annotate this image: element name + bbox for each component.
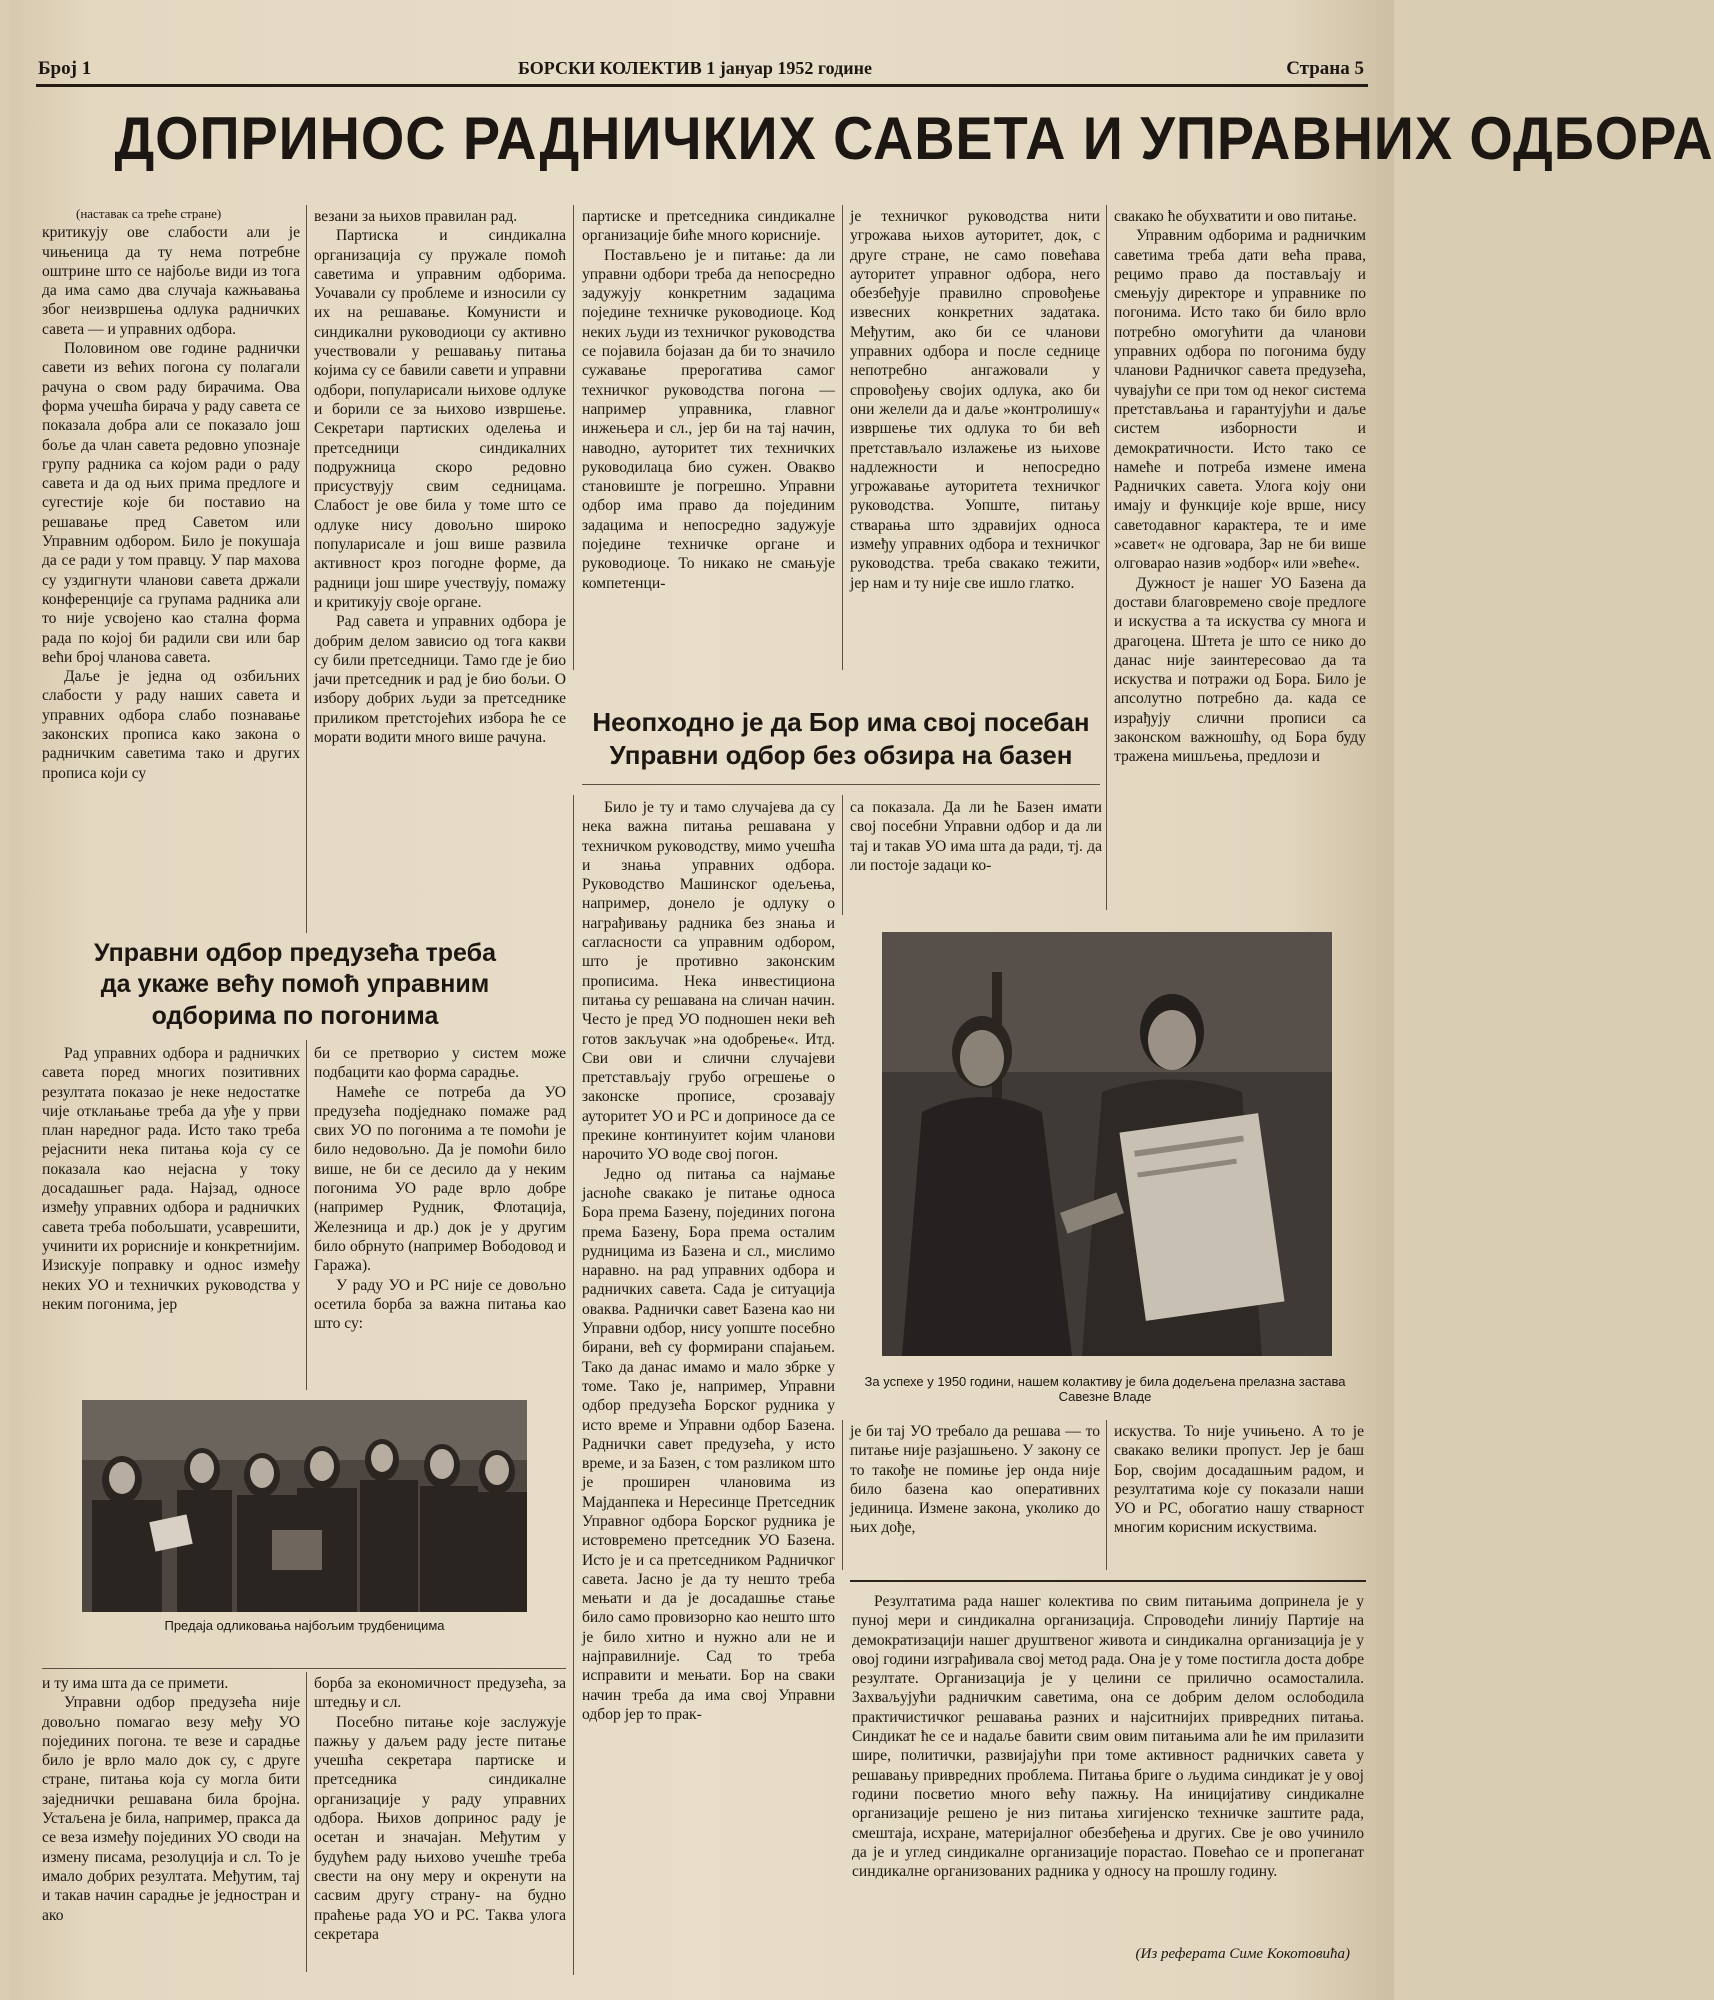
- paragraph: Половином ове године раднички савети из већих погона су полагали рачуна о свом раду бирачима. Ова форма учешћа бирача у раду савета се показала добра али се показало још боље да члан савета редовно упознаје групу радника са којом ради о раду савета и да од њих прима предлоге и сугестије које би поставио на решавање пред Саветом или Управним одбором. Било је покушаја да се ради у том правцу. У пар махова су уздигнути чланови савета држали конференције са групама радника али то није усвојено као стална форма рада по којој би радили сви или бар већи број чланова савета.: [42, 340, 300, 666]
- paragraph: Било је ту и тамо случајева да су нека важна питања решавана у техничком руководству, мимо учешћа и знања управних одбора. Руководство Машинског одељења, например, донело је одлуку о награђивању радника без знања и сагласности са управним одбором, што је противно законским прописима. Нека инвестициона питања су решавана на сличан начин. Често је пред УО подношен неки већ готов закључак »на одобрење«. Итд. Сви ови и слични случајеви претстављају грубо огрешење о законске прописе, срозавају ауторитет УО и РС и доприносе да се прекине континуитет којим чланови нарочито УО воде свој погон.: [582, 799, 835, 1164]
- paragraph: Рад управних одбора и радничких савета поред многих позитивних резултата показао је неке недостатке чије отклањање треба да уђе у први план наредног рада. Исто тако треба рејаснити нека питања која су се показала као нејасна у току досадашњег рада. Најзад, односе између управних одбора и радничких савета треба побољшати, усаврешити, учинити их рорисније и конкретнијим. Изискује поправку и однос између неких УО и техничких руководства у неким погонима, јер: [42, 1045, 300, 1313]
- paragraph: Дужност је нашег УО Базена да достави благовремено своје предлоге и искуства а та искуства су многа и драгоцена. Штета је што се нико до данас није заинтересовао да та искуства и потражи од Бора. Било је апсолутно потребно да. када се израђују слични прописи са законском важношћу, од Бора буду тражена мишљења, предлози и: [1114, 574, 1366, 766]
- section1-column-1: [42, 1044, 300, 1388]
- paragraph: критикују ове слабости али је чињеница да ту нема потребне оштрине што се најбоље види из тога да има само два случаја кажњавања због неизвршења одлука радничких савета — и управних одбора.: [42, 224, 300, 338]
- section2-column-1: [582, 798, 835, 1970]
- section2-column-2: [850, 798, 1102, 910]
- photo-flag-award-image: [882, 932, 1332, 1356]
- paragraph: Једно од питања са најмање јасноће свакако је питање односа Бора према Базену, појединих погона према Базену, Бора према осталим рудницима из Базена и сл., мислимо наравно. на рад управних одбора и радничких савета. Сада је ситуација оваква. Раднички савет Базена као ни Управни одбор, нису уопште посебно бирани, већ су формирани спајањем. Тако да данас имамо и мало збрке у томе. Тако је, например, Управни одбор предузећа Борског рудника у исто време и Управни одбор Базена. Раднички савет предузећа, у исто време, и за Базен, с том разликом што је проширен члановима из Мајданпека и Нересинце Претседник Управног одбора Борског рудника је истовремено претседник УО Базена. Исто је и са претседником Радничког савета. Јасно је да ту нешто треба мењати и да је досадашње стање било само провизорно као нешто што је било хитно и нужно али не и најправилније. Сад то треба исправити и мењати. Бор на сваки начин треба да има свој Управни одбор јер то прак-: [582, 1165, 835, 1723]
- column-divider: [306, 205, 307, 933]
- paragraph: би се претворио у систем може подбацити као форма сарадње.: [314, 1045, 566, 1082]
- column-divider: [573, 795, 574, 1975]
- paragraph: везани за њихов правилан рад.: [314, 208, 518, 225]
- paragraph: Партиска и синдикална организација су пружале помоћ саветима и управним одборима. Уочавали су проблеме и износили су их на решавање. Комунисти и синдикални руководиоци су активно учествовали у решавању питања којима су се бавили савети и управни одбори, популарисали њихове одлуке и борили се за њихово извршење. Секретари партиских оделења и претседници синдикалних подружница скоро редовно присуствују свим седницама. Слабост је ове била у томе што се одлуке нису довољно широко популарисале и још више развила активност кроз погодне форме, да радници још шире учествују, помажу и критикују своје органе.: [314, 227, 566, 611]
- continued-note: (наставак са треће стране): [76, 206, 222, 221]
- section2-column-2-cont: [850, 1422, 1100, 1568]
- column-divider: [1106, 1420, 1107, 1570]
- section1-bottom-column-2: [314, 1674, 566, 1974]
- box-rule: [850, 1580, 1366, 1582]
- paragraph: У раду УО и РС није се довољно осетила борба за важна питања као што су:: [314, 1276, 566, 1333]
- section1-bottom-column-1: [42, 1674, 300, 1974]
- column-divider: [306, 1040, 307, 1390]
- syndicate-summary: [852, 1592, 1364, 1938]
- author-signature: (Из реферата Симе Кокотовића): [1135, 1946, 1350, 1962]
- section-subhead-uo: Управни одбор предузећа треба да укаже већу помоћ управним одборима по погонима: [94, 939, 496, 1030]
- newspaper-title: БОРСКИ КОЛЕКТИВ 1 јануар 1952 године: [518, 58, 872, 78]
- page-number: Страна 5: [1286, 58, 1364, 79]
- article-column-3: [582, 207, 835, 667]
- article-column-4: [850, 207, 1100, 667]
- photo-award-ceremony: [82, 1400, 527, 1612]
- column-divider: [842, 1420, 843, 1570]
- paragraph: Резултатима рада нашег колектива по свим питањима допринела је у пуној мери и синдикална организација. Спроводећи линију Партије на демократизацији нашег друштвеног живота и синдикална организација је у овој години изграђивала свој метод рада. Она је у томе постигла доста добре резултате. Организација је у целини се прилично осамосталила. Захваљујући радничким саветима, она се добрим делом ослободила практичистичког решавања разних и најситнијих привредних питања. Синдикат ће се и надаље бавити свим овим питањима али ће им прилазити шире, политички, развијајући при томе активност радничких савета у решавању привредних проблема. Питања бриге о људима синдикат је у овој години посветио много већу пажњу. На иницијативу синдикалне организације решено је низ питања хигијенско техничке заштите рада, смештаја, исхране, материјалног обезбеђења и других. Све је ово учинило да је и углед синдикалне организације порастао. Повећао се и пропеганат синдикалне организованих радника у односу на прошлу годину.: [852, 1593, 1364, 1881]
- photo-flag-award: [882, 932, 1332, 1356]
- article-column-1: [42, 204, 300, 940]
- paragraph: Постављено је и питање: да ли управни одбори треба да непосредно задужују конкретним задацима поједине техничке руководиоце. Код неких људи из техничког руководства се појавила бојазан да би то значило сужавање прерогатива самог техничког руководства погона — например управника, главног инжењера и сл., јер би на тај начин, наводно, ауторитет тих техничких руководилаца био сужен. Овакво становиште је погрешно. Управни одбор има право да појединим задацима и непосредно задужује поједине техничке органе и руководиоце. То никако не смањује компетенци-: [582, 246, 835, 592]
- section-rule: [42, 1668, 566, 1669]
- column-divider: [306, 1672, 307, 1972]
- section2-column-3: [1114, 1422, 1364, 1568]
- paragraph: са показала. Да ли ће Базен имати свој посебни Управни одбор и да ли тај и такав УО има шта да ради, тј. да ли постоје задаци ко-: [850, 799, 1102, 874]
- paragraph: свакако ће обухватити и ово питање.: [1114, 208, 1357, 225]
- column-divider: [842, 205, 843, 670]
- section-rule: [582, 784, 1100, 785]
- paragraph: борба за економичност предузећа, за штедњу и сл.: [314, 1675, 566, 1712]
- paragraph: партиске и претседника синдикалне организације биће много корисније.: [582, 208, 835, 245]
- masthead-rule: [36, 84, 1368, 87]
- paragraph: и ту има шта да се примети.: [42, 1675, 229, 1692]
- article-column-2: [314, 207, 566, 935]
- paragraph: Посебно питање које заслужује пажњу у даљем раду јесте питање учешћа секретара партиске и претседника синдикалне организације у раду управних одбора. Њихов допринос раду је осетан и значајан. Међутим у будућем раду њихово учешће треба свести на ону меру и окренути на сасвим другу страну- на будно праћење рада УО и РС. Таква улога секретара: [314, 1713, 566, 1943]
- paragraph: Даље је једна од озбиљних слабости у раду наших савета и управних одбора слабо познавање законских прописа како закона о радничким саветима тако и других прописа који су: [42, 668, 300, 782]
- photo1-caption: Предаја одликовања најбољим трудбеницима: [164, 1618, 445, 1633]
- paragraph: је техничког руководства нити угрожава њихов ауторитет, док, с друге стране, не само повећава ауторитет управног одбора, него обезбеђује правилно спровођење извесних конкретних задатака. Међутим, ако би се чланови управних одбора и после седнице непотребно ангажовали у спровођењу својих одлука, ако би они желели да и даље »контролишу« извршење тих одлука то би већ претстављало излажење из њихове надлежности и непосредно угрожавање ауторитета техничког руководства. Уопште, питању стварања што здравијих односа између управних одбора и техничког руководства. треба свакако тежити, јер нам и ту није све ишло глатко.: [850, 208, 1100, 592]
- article-column-5: [1114, 207, 1366, 907]
- column-divider: [842, 795, 843, 915]
- paragraph: Управним одборима и радничким саветима треба дати већа права, рецимо право да постављају и смењују директоре и управнике по погонима. Исто тако би било врло потребно омогућити да чланови управних одбора по погонима буду чланови Радничког савета предузећа, чувајући се при том од неког система претстављања и гарантујући и даље систем изборности и демократичности. Исто тако се намеће и потреба измене имена Радничких савета. Улога коју они имају и функције које врше, нису саветодавног карактера, те и име »савет« не одговара, Зар не би више олговарао назив »одбор« или »веће«.: [1114, 227, 1366, 573]
- photo2-caption: За успехе у 1950 години, нашем колактиву је била додељена прелазна застава Савезне Владе: [864, 1374, 1346, 1404]
- column-divider: [1106, 205, 1107, 910]
- paragraph: искуства. То није учињено. А то је свакако велики пропуст. Јер је баш Бор, својим досадашњим радом, и резултатима које су показали наши УО и РС, обогатио нашу стварност многим корисним искуствима.: [1114, 1423, 1364, 1537]
- main-headline: ДОПРИНОС РАДНИЧКИХ САВЕТА И УПРАВНИХ ОДБОРА: [114, 105, 1714, 172]
- paragraph: Рад савета и управних одбора је добрим делом зависио од тога какви су били претседници. Тамо где је био јачи претседник и рад је био бољи. О избору добрих људи за претседнике приликом претстојећих избора ће се морати водити много више рачуна.: [314, 613, 566, 747]
- paragraph: Намеће се потреба да УО предузећа подједнако помаже рад свих УО по погонима а те помоћи је било недовољно. Да је помоћи било више, не би се десило да у неким погонима УО раде врло добре (например Рудник, Флотација, Железница и др.) док је у другим било обрнуто (например Вободовод и Гаража).: [314, 1083, 566, 1275]
- photo-award-ceremony-image: [82, 1400, 527, 1612]
- column-divider: [573, 205, 574, 670]
- newspaper-page: [10, 0, 1714, 2000]
- issue-number: Број 1: [38, 58, 92, 79]
- section1-column-2: [314, 1044, 566, 1388]
- section-subhead-bor: Неопходно је да Бор има свој посебан Управни одбор без обзира на базен: [592, 707, 1090, 770]
- paragraph: је би тај УО требало да решава — то питање није разјашњено. У закону се то такође не помиње јер онда није било базена као оперативних јединица. Измене закона, уколико до њих дође,: [850, 1423, 1100, 1537]
- paragraph: Управни одбор предузећа није довољно помагао везу међу УО појединих погона. те везе и сарадње било је врло мало док су, с друге стране, питања која су могла бити заједнички решавана била бројна. Устаљена је била, например, пракса да се веза између појединих УО своди на измену писама, резолуција и сл. То је имало добрих резултата. Међутим, тај и такав начин сарадње је једностран и ако: [42, 1694, 300, 1924]
